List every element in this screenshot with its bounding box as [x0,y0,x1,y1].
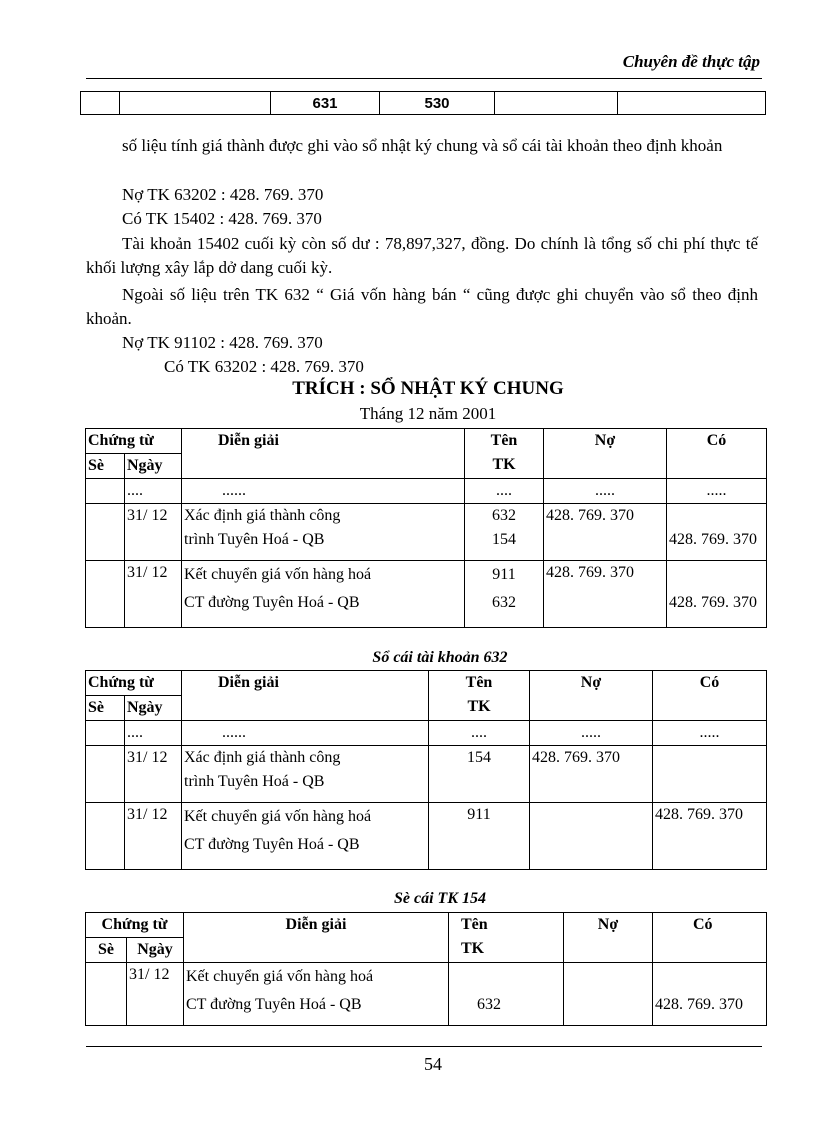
header-no: Sè [86,454,125,479]
desc-line: Kết chuyển giá vốn hàng hoá [184,566,372,583]
cell-debit [564,963,653,1026]
header-row [86,671,767,696]
table-row [86,561,767,628]
header-acct-line1: Tên [461,916,488,933]
ledger154-table [85,912,767,1026]
header-debit: Nợ [530,671,653,721]
header-no: Sè [86,696,125,721]
desc-line: Xác định giá thành công [184,507,341,524]
cell-desc: ...... [182,479,465,504]
header-debit: Nợ [544,429,667,479]
desc-line: trình Tuyên Hoá - QB [184,531,325,548]
cell-desc [184,963,449,1026]
table-row [86,963,767,1026]
entry-credit-15402: Có TK 15402 : 428. 769. 370 [122,209,322,228]
cell-acct [449,963,564,1026]
cell-debit: 428. 769. 370 [544,561,667,628]
header-credit: Có [653,913,767,963]
table-row [86,803,767,870]
cell-debit: 428. 769. 370 [530,746,653,803]
credit-value: 428. 769. 370 [669,594,757,611]
cell-debit: 428. 769. 370 [544,504,667,561]
cell-credit [667,504,767,561]
table-cell [495,92,618,115]
cell-no [86,479,125,504]
header-rule [86,78,762,79]
entry-debit-91102: Nợ TK 91102 : 428. 769. 370 [122,333,323,352]
header-acct [429,671,530,721]
table-cell: 631 [271,92,380,115]
desc-line: Kết chuyển giá vốn hàng hoá [186,968,374,985]
cell-no [86,963,127,1026]
acct-line: 154 [492,531,516,548]
cell-credit: ..... [653,721,767,746]
cell-credit [667,561,767,628]
journal-table [85,428,767,628]
cell-debit: ..... [530,721,653,746]
acct-line: 911 [492,566,516,583]
header-desc: Diễn giải [182,671,429,721]
credit-value: 428. 769. 370 [669,531,757,548]
paragraph-3: Ngoài số liệu trên TK 632 “ Giá vốn hàng bán “ cũng được ghi chuyển vào sổ theo định khoản. [86,285,758,328]
table-row [86,721,767,746]
desc-line: trình Tuyên Hoá - QB [184,773,325,790]
desc-line: CT đường Tuyên Hoá - QB [184,836,360,853]
cell-acct [465,504,544,561]
header-date: Ngày [127,938,184,963]
page-number: 54 [424,1054,442,1074]
footer-rule [86,1046,762,1047]
cell-date: 31/ 12 [125,803,182,870]
cell-date: .... [125,479,182,504]
cell-credit [653,746,767,803]
cell-debit: ..... [544,479,667,504]
cell-no [86,746,125,803]
cell-acct: .... [465,479,544,504]
cell-no [86,561,125,628]
cell-desc [182,561,465,628]
header-title: Chuyên đề thực tập [622,52,760,71]
cell-credit [653,963,767,1026]
acct-value: 632 [477,996,501,1013]
cell-acct: .... [429,721,530,746]
desc-line: CT đường Tuyên Hoá - QB [184,594,360,611]
ledger632-table [85,670,767,870]
header-voucher: Chứng từ [86,671,182,696]
entry-credit-63202: Có TK 63202 : 428. 769. 370 [164,357,364,376]
cell-no [86,721,125,746]
cell-desc [182,803,429,870]
table-row [86,504,767,561]
table-row [81,92,766,115]
cell-acct [465,561,544,628]
ledger632-title: Sổ cái tài khoản 632 [372,649,508,666]
table-cell [618,92,766,115]
table-cell: 530 [380,92,495,115]
cell-desc: ...... [182,721,429,746]
cell-desc [182,504,465,561]
cell-date: 31/ 12 [125,561,182,628]
desc-line: CT đường Tuyên Hoá - QB [186,996,362,1013]
header-row [86,913,767,938]
acct-line: 632 [492,594,516,611]
desc-line: Xác định giá thành công [184,749,341,766]
table-cell [81,92,120,115]
header-no: Sè [86,938,127,963]
header-credit: Có [653,671,767,721]
cell-date: 31/ 12 [127,963,184,1026]
table-row [86,479,767,504]
paragraph-1: số liệu tính giá thành được ghi vào sổ nhật ký chung và sổ cái tài khoản theo định khoản [122,136,723,155]
header-voucher: Chứng từ [86,913,184,938]
header-acct [449,913,564,963]
header-date: Ngày [125,454,182,479]
header-acct-line2: TK [467,698,491,715]
cell-desc [182,746,429,803]
entry-debit-63202: Nợ TK 63202 : 428. 769. 370 [122,185,324,204]
header-voucher: Chứng từ [86,429,182,454]
cell-no [86,504,125,561]
header-desc: Diễn giải [182,429,465,479]
header-acct-line2: TK [492,456,516,473]
paragraph-2: Tài khoản 15402 cuối kỳ còn số dư : 78,897,327, đồng. Do chính là tổng số chi phí thực tế khối lượng xây lắp dở dang cuối kỳ. [86,234,758,277]
credit-value: 428. 769. 370 [655,996,743,1013]
header-debit: Nợ [564,913,653,963]
cell-date: 31/ 12 [125,746,182,803]
cell-credit: ..... [667,479,767,504]
cell-credit: 428. 769. 370 [653,803,767,870]
cell-acct: 154 [429,746,530,803]
header-date: Ngày [125,696,182,721]
cell-debit [530,803,653,870]
acct-line: 632 [492,507,516,524]
top-table-fragment [80,91,766,115]
header-acct-line2: TK [461,940,485,957]
cell-date: .... [125,721,182,746]
cell-date: 31/ 12 [125,504,182,561]
header-acct-line1: Tên [490,432,518,449]
header-desc: Diễn giải [184,913,449,963]
journal-title: TRÍCH : SỔ NHẬT KÝ CHUNG [292,378,564,399]
header-row [86,429,767,454]
cell-no [86,803,125,870]
header-acct [465,429,544,479]
desc-line: Kết chuyển giá vốn hàng hoá [184,808,372,825]
header-acct-line1: Tên [465,674,493,691]
cell-acct: 911 [429,803,530,870]
table-cell [120,92,271,115]
ledger154-title: Sè cái TK 154 [394,890,486,907]
header-credit: Có [667,429,767,479]
table-row [86,746,767,803]
journal-subtitle: Tháng 12 năm 2001 [359,404,497,423]
